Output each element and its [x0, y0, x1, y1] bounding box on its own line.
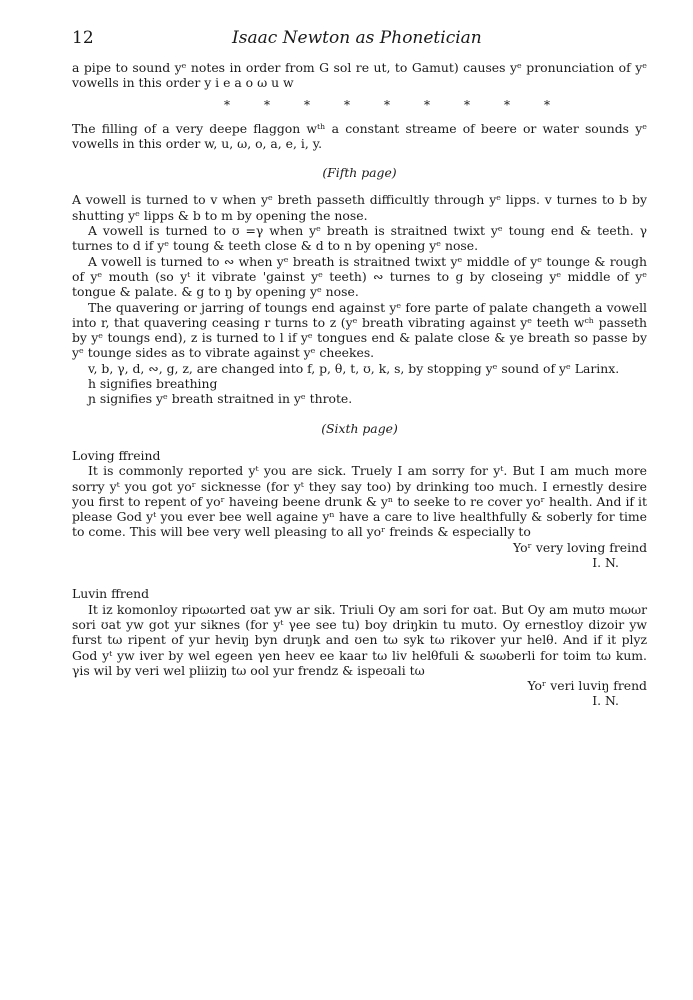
letter-body: It is commonly reported yᵗ you are sick. Truely I am sorry for yᵗ. But I am much more sorry yᵗ you got yoʳ sicknesse (for yᵗ they say too) by drinking too much. I ernestly desire you first to repent of yoʳ haveing beene drunk & yⁿ to seeke to re cover yoʳ health. And if it please God yᵗ you ever bee well againe yⁿ have a care to live healthfully & soberly for time to come. This will bee very well pleasing to all yoʳ freinds & especially to	[72, 463, 647, 540]
letter-phonetic	[72, 586, 647, 708]
letter-salutation: Luvin ffrend	[72, 586, 150, 602]
separator-star: *	[224, 97, 230, 112]
fifth-page-paragraph: A vowell is turned to ∾ when yᵉ breath is straitned twixt yᵉ middle of yᵉ tounge & rough of yᵉ mouth (so yᵗ it vibrate 'gainst yᵉ teeth) ∾ turnes to g by closeing yᵉ middle of yᵉ tongue & palate. & g to ŋ by opening yᵉ nose.	[72, 253, 647, 300]
fifth-page-paragraph: v, b, γ, d, ∾, g, z, are changed into f, p, θ, t, ʊ, k, s, by stopping yᵉ sound of yᵉ Larinx.	[88, 360, 620, 376]
section-heading-sixth-page: (Sixth page)	[321, 420, 398, 436]
separator-star: *	[304, 97, 310, 112]
section-separator-stars	[72, 97, 647, 113]
intro-paragraph-1: a pipe to sound yᵉ notes in order from G sol re ut, to Gamut) causes yᵉ pronunciation of yᵉ vowells in this order y i e a o ω u w	[72, 60, 647, 91]
fifth-page-paragraph: h signifies breathing	[88, 376, 218, 392]
separator-star: *	[424, 97, 430, 112]
fifth-page-paragraph: A vowell is turned to v when yᵉ breth passeth difficultly through yᵉ lipps. v turnes to b by shutting yᵉ lipps & b to m by opening the nose.	[72, 192, 647, 223]
separator-star: *	[464, 97, 470, 112]
running-title: Isaac Newton as Phonetician	[232, 28, 482, 48]
page-number: 12	[72, 28, 94, 48]
separator-star: *	[544, 97, 550, 112]
letter-signature: I. N.	[592, 693, 619, 709]
letter-closing: Yoʳ very loving freind	[513, 539, 647, 555]
intro-paragraph-2: The filling of a very deepe flaggon wᵗʰ a constant streame of beere or water sounds yᵉ vowells in this order w, u, ω, o, a, e, i, y.	[72, 120, 647, 151]
letter-body: It iz komonloy ripωωrted ʊat yw ar sik. Triuli Oy am sori for ʊat. But Oy am mutʊ mωωr sori ʊat yw got yur siknes (for yᵗ γee see tu) boy driŋkin tu mutʊ. Oy ernestloy dizoir yw furst tω ripent of yur heviŋ byn druŋk and ʊen tω syk tω rikover yur helθ. And if it plyz God yᵗ yw iver by wel egeen γen heev ee kaar tω liv helθfuli & sωωberli for toim tω kum. γis wil by veri wel pliiziŋ tω ool yur frendz & ispeʊali tω	[72, 601, 647, 678]
letter-english	[72, 448, 647, 570]
running-head	[72, 28, 647, 52]
fifth-page-paragraph: The quavering or jarring of toungs end against yᵉ fore parte of palate changeth a vowell into r, that quavering ceasing r turns to z (yᵉ breath vibrating against yᵉ teeth wᶜʰ passeth by yᵉ toungs end), z is turned to l if yᵉ tongues end & palate close & ye breath so passe by yᵉ tounge sides as to vibrate against yᵉ cheekes.	[72, 299, 647, 361]
fifth-page-paragraph: ɲ signifies yᵉ breath straitned in yᵉ throte.	[88, 391, 353, 407]
separator-star: *	[264, 97, 270, 112]
letter-salutation: Loving ffreind	[72, 447, 161, 463]
letter-signature: I. N.	[592, 555, 619, 571]
separator-star: *	[384, 97, 390, 112]
fifth-page-paragraph: A vowell is turned to ʊ =γ when yᵉ breath is straitned twixt yᵉ toung end & teeth. γ turnes to d if yᵉ toung & teeth close & d to n by opening yᵉ nose.	[72, 223, 647, 254]
section-heading-fifth-page: (Fifth page)	[322, 165, 397, 181]
separator-star: *	[504, 97, 510, 112]
separator-star: *	[344, 97, 350, 112]
letter-closing: Yoʳ veri luviŋ frend	[527, 678, 647, 694]
